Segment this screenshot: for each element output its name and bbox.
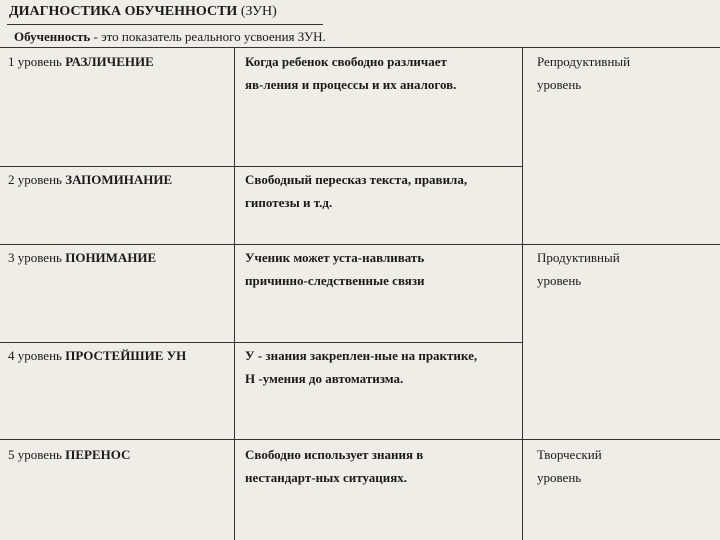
title-suffix: (ЗУН) (240, 4, 277, 19)
row-2-level (8, 168, 172, 191)
level-number: 4 уровень (8, 348, 62, 363)
row-1-level (8, 50, 154, 73)
level-number: 2 уровень (8, 172, 62, 187)
type-line: Репродуктивный (537, 54, 631, 69)
title-main: ДИАГНОСТИКА ОБУЧЕННОСТИ (9, 4, 238, 19)
row-3-description (245, 246, 425, 292)
description-line: Свободный пересказ текста, правила, (245, 172, 468, 187)
description-line: причинно-следственные связи (245, 273, 425, 288)
level-name: ПЕРЕНОС (65, 447, 131, 462)
description-line: Н -умения до автоматизма. (245, 371, 404, 386)
description-line: Свободно использует знания в (245, 447, 424, 462)
definition-text: - это показатель реального усвоения ЗУН. (93, 29, 326, 44)
column-divider-1 (234, 47, 235, 540)
page-title (9, 4, 277, 20)
description-line: яв-ления и процессы и их аналогов. (245, 77, 457, 92)
row-divider-2 (0, 244, 720, 245)
level-number: 1 уровень (8, 54, 62, 69)
description-line: Когда ребенок свободно различает (245, 54, 447, 69)
type-line: Творческий (537, 447, 602, 462)
level-name: ЗАПОМИНАНИЕ (65, 172, 173, 187)
row-5-type (537, 443, 602, 489)
row-4-description (245, 344, 477, 390)
row-3-level (8, 246, 156, 269)
type-line: уровень (537, 273, 582, 288)
description-line: гипотезы и т.д. (245, 195, 333, 210)
row-2-description (245, 168, 467, 214)
level-name: ПРОСТЕЙШИЕ УН (65, 348, 187, 363)
row-5-level (8, 443, 130, 466)
row-4-level (8, 344, 186, 367)
column-divider-2 (522, 47, 523, 540)
type-line: Продуктивный (537, 250, 620, 265)
type-line: уровень (537, 77, 582, 92)
definition (14, 29, 326, 45)
type-line: уровень (537, 470, 582, 485)
title-underline (7, 24, 323, 25)
description-line: Ученик может уста-навливать (245, 250, 425, 265)
level-number: 3 уровень (8, 250, 62, 265)
level-name: РАЗЛИЧЕНИЕ (65, 54, 154, 69)
row-5-description (245, 443, 423, 489)
row-1-type (537, 50, 630, 96)
level-number: 5 уровень (8, 447, 62, 462)
row-divider-4 (0, 439, 720, 440)
level-name: ПОНИМАНИЕ (65, 250, 157, 265)
row-3-type (537, 246, 620, 292)
description-line: У - знания закреплен-ные на практике, (245, 348, 478, 363)
description-line: нестандарт-ных ситуациях. (245, 470, 408, 485)
row-divider-3 (0, 342, 522, 343)
row-1-description (245, 50, 456, 96)
definition-term: Обученность (14, 29, 91, 44)
table-top-border (0, 47, 720, 48)
row-divider-1 (0, 166, 522, 167)
